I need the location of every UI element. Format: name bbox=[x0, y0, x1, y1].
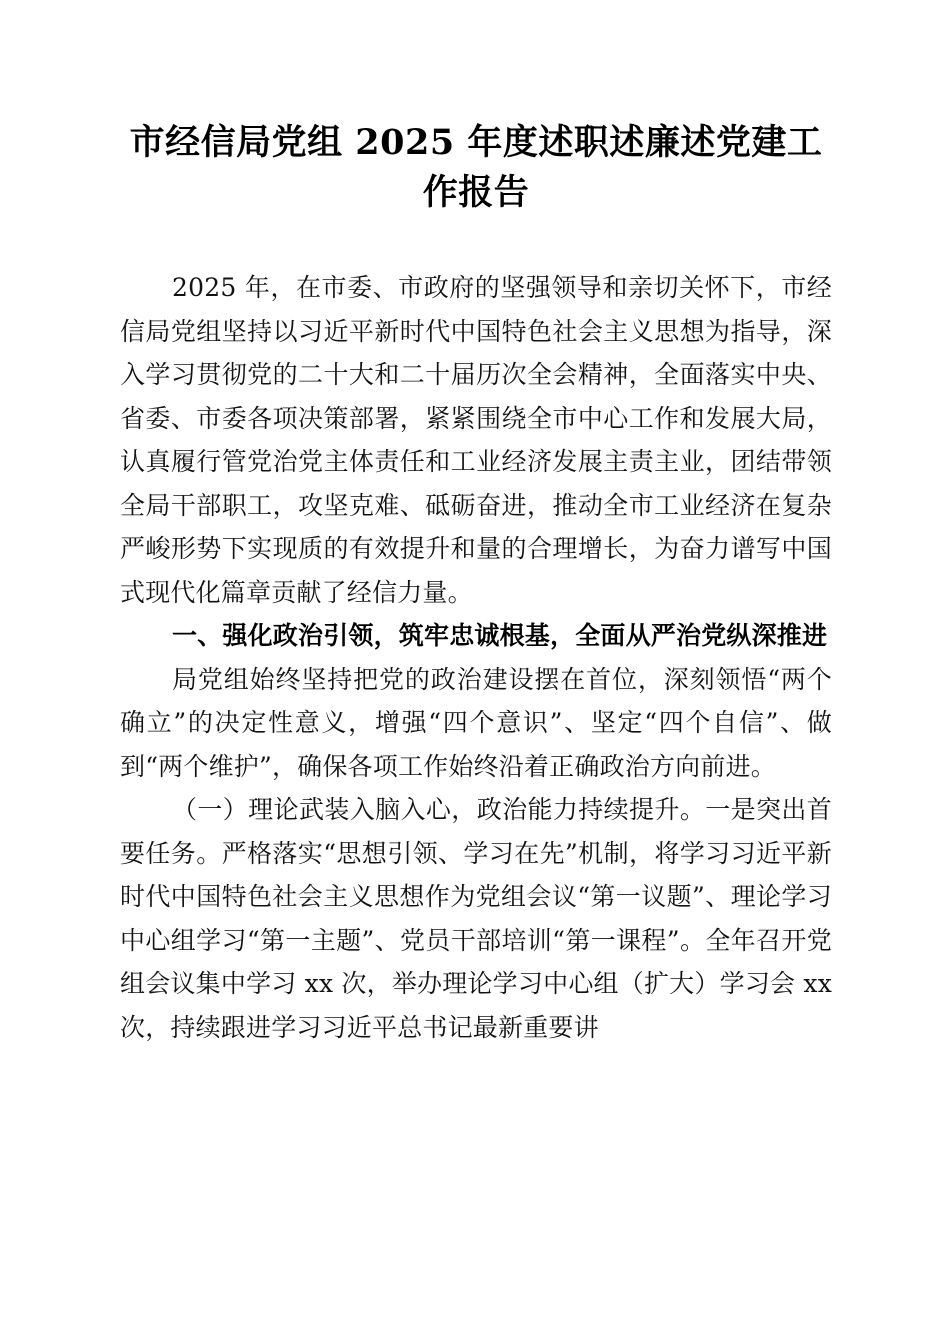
subsection-one-paragraph: （一）理论武装入脑入心，政治能力持续提升。一是突出首要任务。严格落实“思想引领、学习在先”机制，将学习习近平新时代中国特色社会主义思想作为党组会议“第一议题”、理论学习中心组学习“第一主题”、党员干部培训“第一课程”。全年召开党组会议集中学习 xx 次，举办理论学习中心组（扩大）学习会 xx 次，持续跟进学习习近平总书记最新重要讲 bbox=[120, 795, 832, 1042]
document-content bbox=[120, 118, 832, 1049]
section-heading-one: 一、强化政治引领，筑牢忠诚根基，全面从严治党纵深推进 bbox=[172, 621, 828, 650]
intro-paragraph: 2025 年，在市委、市政府的坚强领导和亲切关怀下，市经信局党组坚持以习近平新时代中国特色社会主义思想为指导，深入学习贯彻党的二十大和二十届历次全会精神，全面落实中央、省委、市委各项决策部署，紧紧围绕全市中心工作和发展大局，认真履行管党治党主体责任和工业经济发展主责主业，团结带领全局干部职工，攻坚克难、砥砺奋进，推动全市工业经济在复杂严峻形势下实现质的有效提升和量的合理增长，为奋力谱写中国式现代化篇章贡献了经信力量。 bbox=[120, 273, 832, 607]
title-spacer bbox=[120, 218, 832, 266]
section-one-paragraph: 局党组始终坚持把党的政治建设摆在首位，深刻领悟“两个确立”的决定性意义，增强“四个意识”、坚定“四个自信”、做到“两个维护”，确保各项工作始终沿着正确政治方向前进。 bbox=[120, 664, 832, 781]
page-title: 市经信局党组 2025 年度述职述廉述党建工作报告 bbox=[129, 122, 823, 213]
